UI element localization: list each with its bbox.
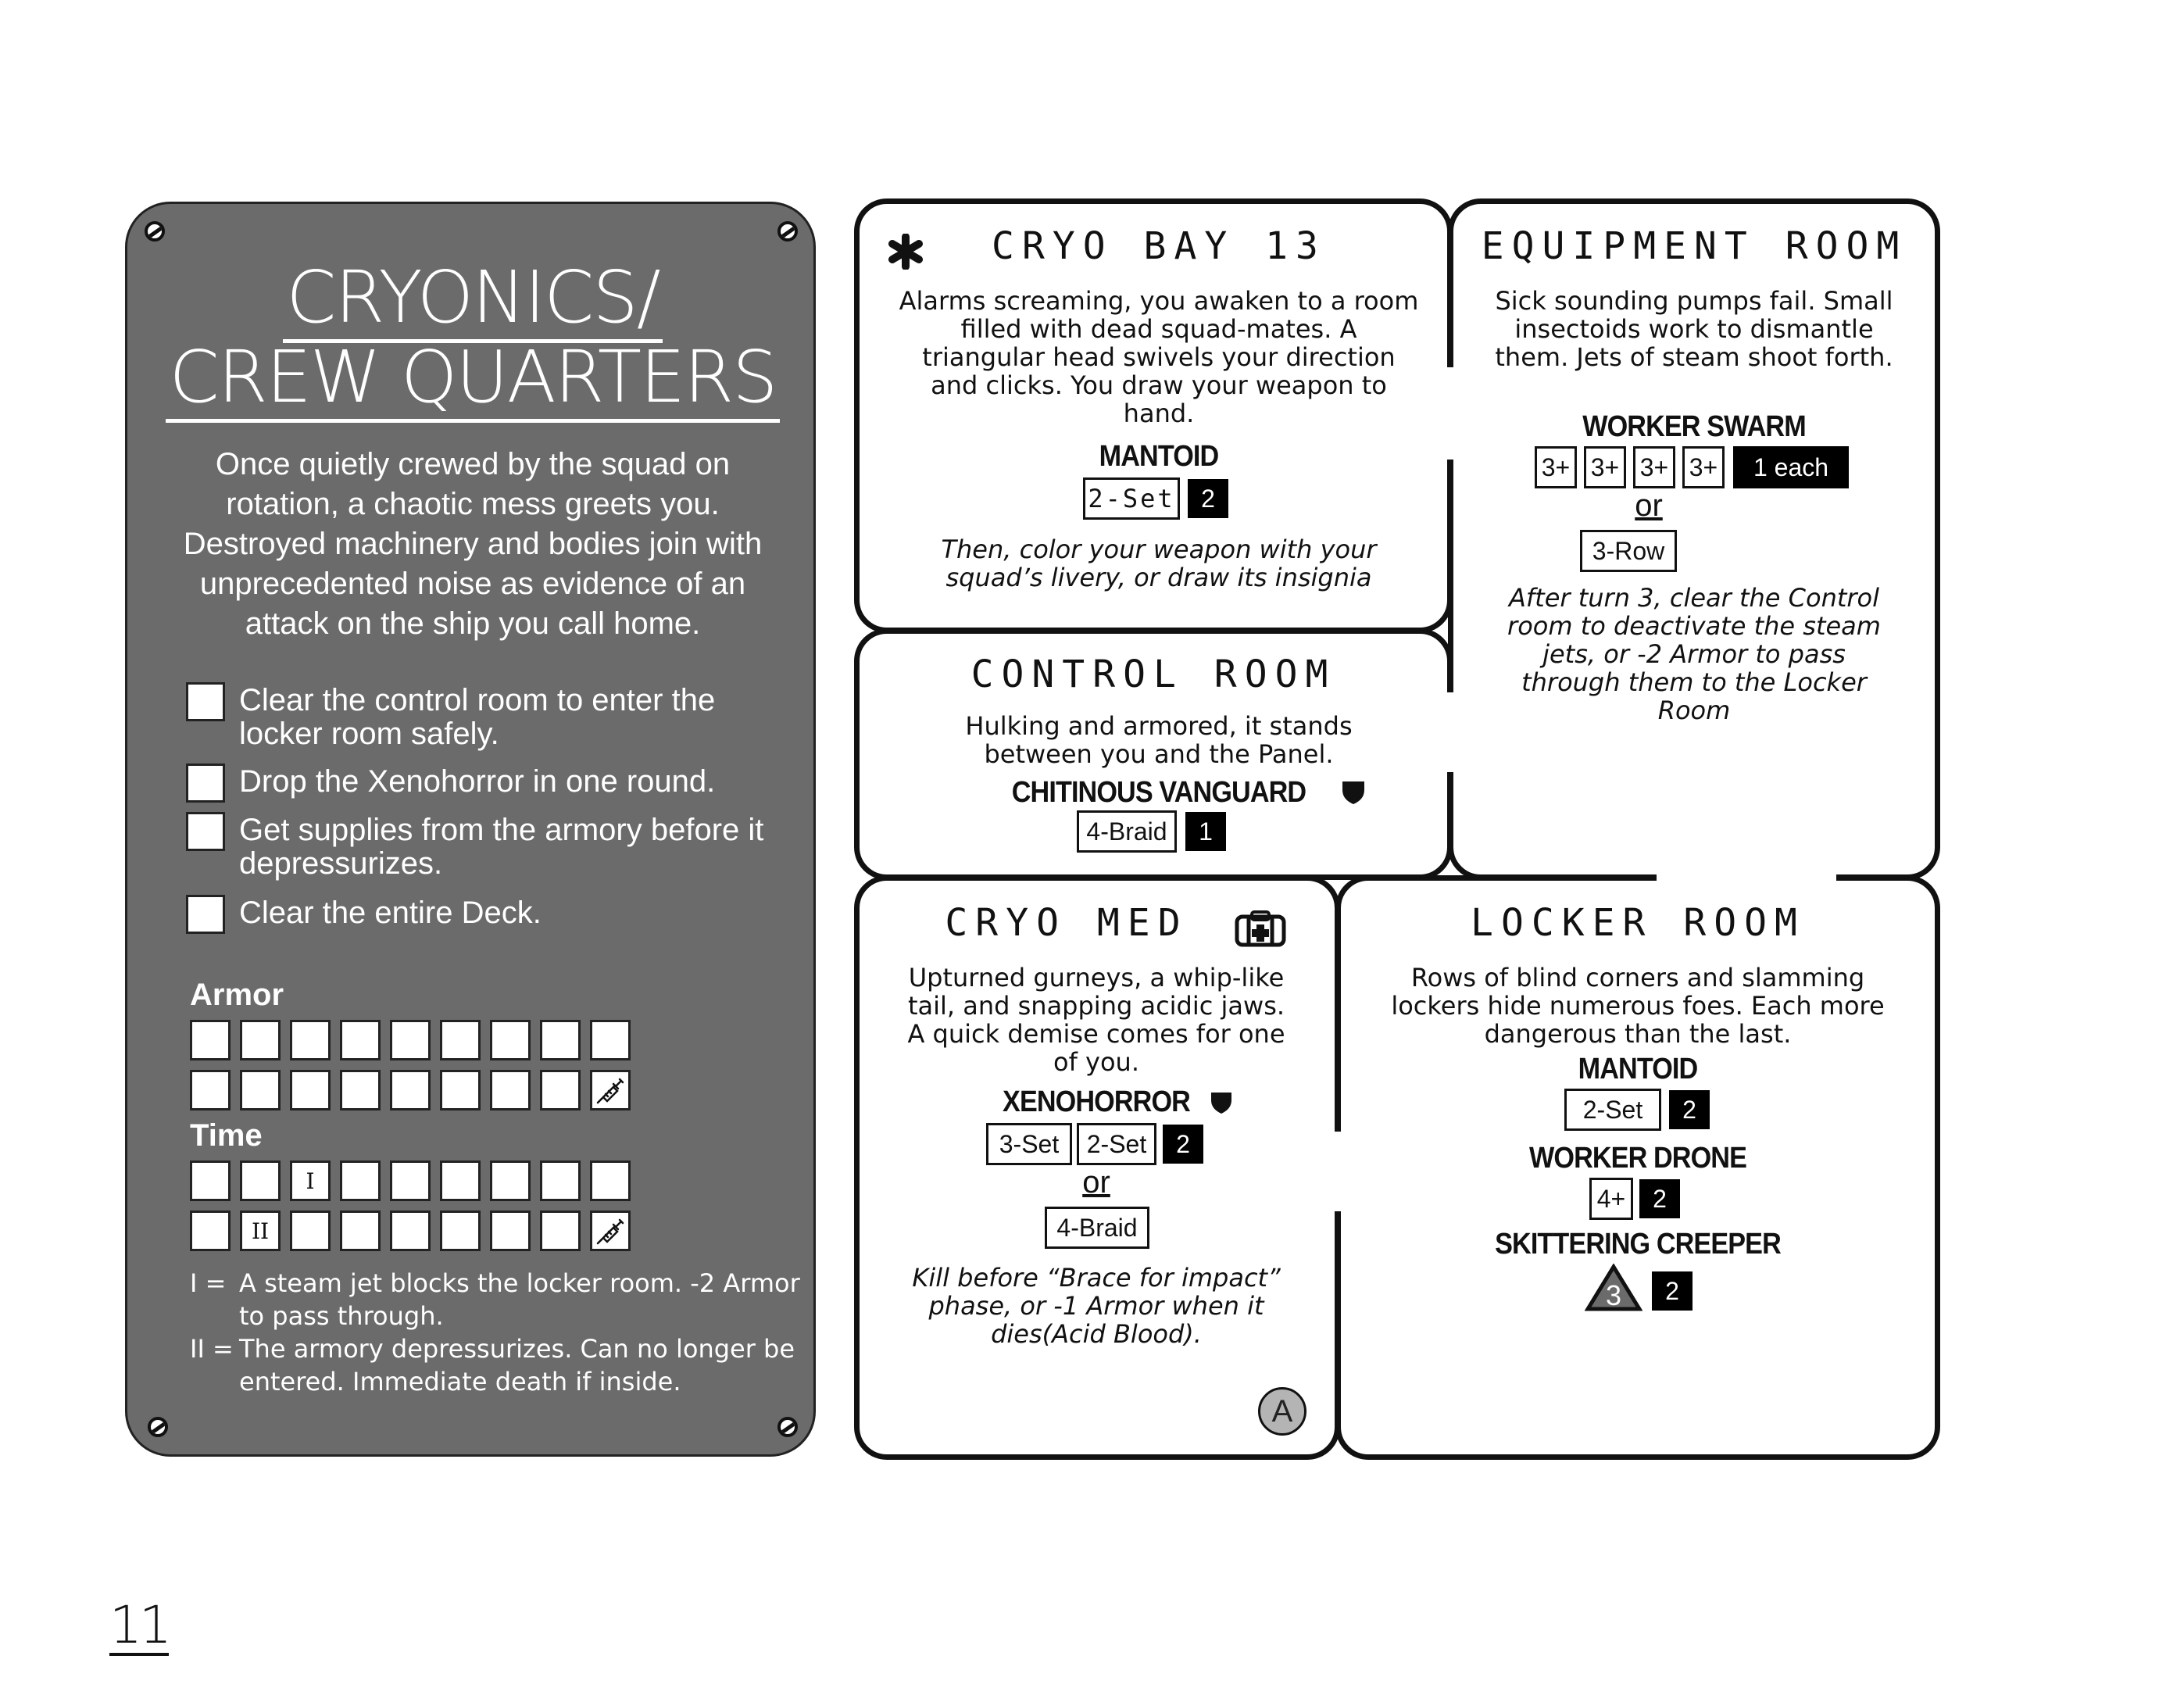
time-box-marker-2[interactable]: II: [240, 1211, 281, 1251]
time-box[interactable]: [190, 1160, 231, 1201]
enemy-name: WORKER DRONE: [1528, 1142, 1746, 1175]
screw-icon: [145, 221, 165, 241]
dice-chip: 3-Set: [986, 1123, 1072, 1165]
legend-key: II =: [190, 1334, 234, 1364]
armor-box[interactable]: [290, 1070, 331, 1110]
time-box[interactable]: [390, 1211, 431, 1251]
armor-box[interactable]: [290, 1020, 331, 1060]
armor-box[interactable]: [390, 1020, 431, 1060]
objective-text: Clear the control room to enter the locker room safely.: [239, 683, 716, 751]
armor-box-syringe[interactable]: [590, 1070, 631, 1110]
or-separator: or: [1635, 488, 1663, 523]
screw-icon: [777, 221, 798, 241]
legend-entry-2: [190, 1332, 795, 1397]
doorway: [1447, 367, 1457, 460]
enemy-name: SKITTERING CREEPER: [1495, 1228, 1781, 1261]
room-desc: Sick sounding pumps fail. Small insectoids work to dismantle them. Jets of steam shoot forth.: [1495, 286, 1893, 372]
armor-box[interactable]: [490, 1070, 531, 1110]
or-separator: or: [1082, 1165, 1110, 1200]
enemy-name: CHITINOUS VANGUARD: [1011, 776, 1306, 809]
card-title-line-1: CRYONICS/: [127, 259, 818, 337]
room-cryo-bay[interactable]: [854, 198, 1453, 633]
room-title: CONTROL ROOM: [970, 653, 1336, 696]
page-number: 11: [109, 1595, 169, 1655]
damage-badge: 2: [1669, 1090, 1710, 1129]
room-locker[interactable]: [1335, 875, 1940, 1460]
enemy-name: MANTOID: [1099, 440, 1219, 473]
room-desc: Upturned gurneys, a whip-like tail, and snapping acidic jaws. A quick demise comes for one of you.: [907, 963, 1285, 1077]
room-cryo-med[interactable]: [854, 875, 1340, 1460]
room-note: After turn 3, clear the Control room to deactivate the steam jets, or -2 Armor to pass through them to the Locker Room: [1507, 583, 1881, 725]
objective-checkbox[interactable]: [186, 895, 225, 934]
damage-badge: 1 each: [1733, 446, 1849, 488]
legend-text: The armory depressurizes. Can no longer be entered. Immediate death if inside.: [239, 1334, 795, 1397]
armor-box[interactable]: [390, 1070, 431, 1110]
enemy-name: WORKER SWARM: [1582, 410, 1806, 443]
section-badge: A: [1258, 1387, 1306, 1436]
armor-box[interactable]: [440, 1070, 481, 1110]
room-desc: Rows of blind corners and slamming lockers hide numerous foes. Each more dangerous than the last.: [1391, 963, 1885, 1049]
screw-icon: [148, 1417, 168, 1437]
objective-text: Clear the entire Deck.: [239, 896, 542, 930]
card-title-line-2: CREW QUARTERS: [127, 338, 818, 417]
objective-checkbox[interactable]: [186, 764, 225, 803]
armor-box[interactable]: [540, 1070, 581, 1110]
legend-entry-1: [190, 1267, 800, 1331]
armor-box[interactable]: [490, 1020, 531, 1060]
damage-badge: 2: [1639, 1179, 1680, 1218]
damage-badge: 2: [1188, 479, 1228, 518]
dice-chip: 4-Braid: [1077, 810, 1177, 853]
dice-chip: 3+: [1584, 446, 1626, 488]
legend-key: I =: [190, 1268, 227, 1298]
time-box[interactable]: [540, 1211, 581, 1251]
mission-card: [125, 202, 816, 1457]
enemy-name: MANTOID: [1578, 1053, 1698, 1085]
time-box[interactable]: [340, 1211, 381, 1251]
objective-checkbox[interactable]: [186, 682, 225, 721]
time-label: Time: [190, 1118, 263, 1153]
dice-chip: 2-Set: [1083, 477, 1180, 520]
armor-box[interactable]: [240, 1070, 281, 1110]
armor-box[interactable]: [190, 1020, 231, 1060]
dice-chip: 3+: [1633, 446, 1675, 488]
asterisk-icon: [888, 234, 924, 270]
time-box[interactable]: [440, 1160, 481, 1201]
armor-box[interactable]: [190, 1070, 231, 1110]
room-equipment[interactable]: [1448, 198, 1940, 880]
time-box[interactable]: [590, 1160, 631, 1201]
enemy-name: XENOHORROR: [1003, 1085, 1190, 1118]
syringe-icon: [595, 1215, 626, 1246]
armor-box[interactable]: [590, 1020, 631, 1060]
armor-track: [190, 1020, 631, 1110]
dice-chip: 4+: [1589, 1178, 1633, 1220]
armor-box[interactable]: [440, 1020, 481, 1060]
legend-text: A steam jet blocks the locker room. -2 Armor to pass through.: [239, 1268, 800, 1331]
time-box[interactable]: [490, 1160, 531, 1201]
objective-checkbox[interactable]: [186, 812, 225, 851]
doorway: [1333, 1132, 1346, 1211]
shield-icon: [1210, 1090, 1233, 1115]
dice-chip: 2-Set: [1077, 1123, 1156, 1165]
room-note: Then, color your weapon with your squad’s livery, or draw its insignia: [941, 535, 1377, 592]
screw-icon: [777, 1417, 798, 1437]
room-note: Kill before “Brace for impact” phase, or -1 Armor when it dies(Acid Blood).: [912, 1263, 1281, 1349]
dice-chip-alt: 3-Row: [1580, 530, 1677, 572]
room-control[interactable]: [854, 628, 1453, 880]
room-desc: Alarms screaming, you awaken to a room filled with dead squad-mates. A triangular head swivels your direction and clicks. You draw your weapon to hand.: [899, 286, 1419, 428]
time-box-syringe[interactable]: [590, 1211, 631, 1251]
time-box[interactable]: [340, 1160, 381, 1201]
damage-badge: 1: [1185, 812, 1226, 851]
medkit-icon: [1235, 910, 1286, 948]
dice-chip: 3+: [1682, 446, 1725, 488]
time-box[interactable]: [290, 1211, 331, 1251]
triangle-die-value: 3: [1605, 1279, 1622, 1311]
time-box[interactable]: [190, 1211, 231, 1251]
armor-box[interactable]: [340, 1020, 381, 1060]
damage-badge: 2: [1652, 1271, 1693, 1311]
shield-icon: [1341, 779, 1366, 806]
armor-box[interactable]: [340, 1070, 381, 1110]
damage-badge: 2: [1163, 1125, 1203, 1164]
room-desc: Hulking and armored, it stands between you and the Panel.: [965, 711, 1353, 769]
room-title: CRYO BAY 13: [992, 224, 1326, 268]
doorway: [1447, 692, 1457, 772]
objective-text: Get supplies from the armory before it depressurizes.: [239, 813, 764, 881]
objective-text: Drop the Xenohorror in one round.: [239, 764, 716, 799]
time-box-marker-1[interactable]: I: [290, 1160, 331, 1201]
doorway: [1657, 869, 1836, 883]
room-title: LOCKER ROOM: [1471, 901, 1805, 945]
syringe-icon: [595, 1075, 626, 1106]
dice-chip: 2-Set: [1564, 1089, 1661, 1131]
armor-box[interactable]: [240, 1020, 281, 1060]
armor-box[interactable]: [540, 1020, 581, 1060]
room-title: EQUIPMENT ROOM: [1481, 224, 1907, 268]
dice-chip-alt: 4-Braid: [1045, 1207, 1149, 1249]
time-track: [190, 1160, 631, 1251]
time-box[interactable]: [490, 1211, 531, 1251]
room-title: CRYO MED: [945, 901, 1189, 945]
time-box[interactable]: [540, 1160, 581, 1201]
time-box[interactable]: [440, 1211, 481, 1251]
card-intro: Once quietly crewed by the squad on rotation, a chaotic mess greets you. Destroyed machinery and bodies join with unprecedented noise as evidence of an attack on the ship you call home.: [183, 447, 763, 641]
dice-chip: 3+: [1535, 446, 1577, 488]
time-box[interactable]: [240, 1160, 281, 1201]
time-box[interactable]: [390, 1160, 431, 1201]
armor-label: Armor: [190, 978, 284, 1012]
